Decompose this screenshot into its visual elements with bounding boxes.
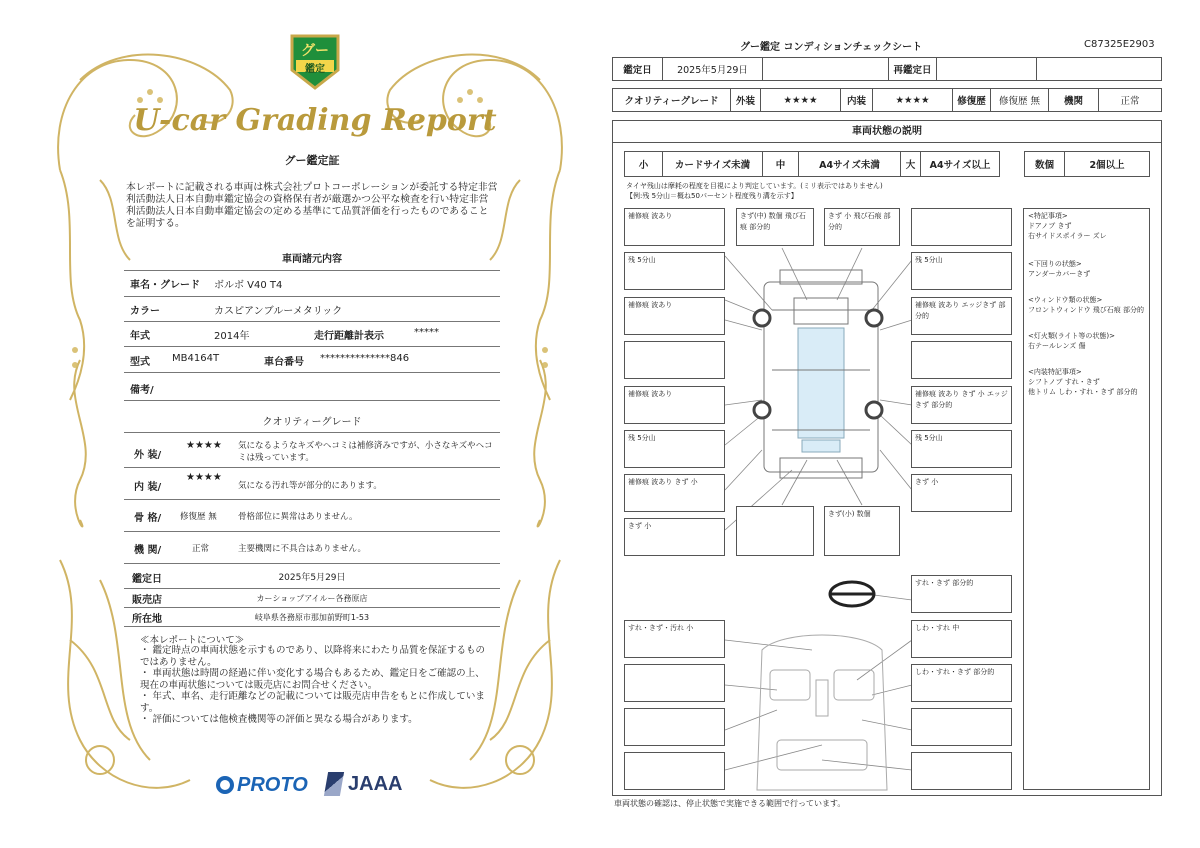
interior-text: 気になる汚れ等が部分的にあります。	[238, 481, 382, 491]
remarks-line: <内装特記事項>	[1028, 368, 1082, 376]
steering-note: すれ・きず 部分的	[911, 575, 1012, 613]
size-mid: 中	[763, 152, 799, 176]
name-label: 車名・グレード	[130, 280, 200, 291]
repair-value: 修復歴 無	[991, 89, 1049, 111]
remarks-label: 備考/	[130, 385, 154, 396]
damage-box-right: 残 5分山	[911, 252, 1012, 290]
shop-label: 販売店	[132, 595, 162, 606]
interior-box-right	[911, 708, 1012, 746]
ext-stars: ★★★★	[761, 89, 841, 111]
redate-value	[937, 58, 1037, 80]
damage-box-right: きず 小	[911, 474, 1012, 512]
note-item: ・ 年式、車名、走行距離などの記載については販売店申告をもとに作成しています。	[140, 691, 485, 714]
remarks-line	[1028, 351, 1145, 361]
badge-bottom-text: 鑑定	[305, 64, 325, 75]
chassis-value: **************846	[320, 353, 410, 364]
remarks-line: シフトノブ すれ・きず	[1028, 378, 1100, 386]
remarks-line	[1028, 315, 1145, 325]
notes-list	[140, 645, 490, 726]
shop-value: カーショップアイルー各務原店	[256, 594, 368, 603]
exterior-label: 外 装/	[134, 450, 162, 461]
size-large: 大	[901, 152, 921, 176]
tire-note-1: タイヤ残山は摩耗の程度を目視により判定しています。(ミリ表示ではありません)	[626, 182, 883, 190]
damage-box-top: きず 小 飛び石痕 部分的	[824, 208, 900, 246]
size-small-desc: カードサイズ未満	[663, 152, 763, 176]
count-legend	[1024, 151, 1150, 177]
damage-box-left: きず 小	[624, 518, 725, 556]
date-row	[612, 57, 1162, 81]
remarks-panel	[1023, 208, 1150, 790]
frame-value: 修復歴 無	[180, 512, 217, 522]
interior-box-left: すれ・きず・汚れ 小	[624, 620, 725, 658]
color-value: カスピアンブルーメタリック	[214, 306, 343, 317]
jaaa-logo-text: JAAA	[348, 772, 403, 795]
engine-label: 機関	[1049, 89, 1099, 111]
remarks-line	[1028, 241, 1145, 251]
remarks-line: 右テールレンズ 傷	[1028, 342, 1086, 350]
note-item: ・ 車両状態は時間の経過に伴い変化する場合もあるため、鑑定日をご確認の上、現在の車両状態については販売店にお問合せください。	[140, 668, 485, 691]
remarks-line: 右サイドスポイラー ズレ	[1028, 232, 1107, 240]
redate-label: 再鑑定日	[889, 58, 937, 80]
appraisal-date-value: 2025年5月29日	[278, 573, 346, 583]
year-value: 2014年	[214, 331, 250, 342]
remarks-line: <ウィンドウ類の状態>	[1028, 296, 1103, 304]
proto-logo	[216, 772, 308, 798]
interior-stars: ★★★★	[186, 472, 222, 483]
engine-value: 正常	[1120, 96, 1140, 107]
proto-logo-text: PROTO	[237, 773, 308, 796]
int-label: 内装	[841, 89, 873, 111]
damage-box-left	[624, 341, 725, 379]
damage-box-left: 残 5分山	[624, 430, 725, 468]
jaaa-logo-icon	[324, 772, 344, 796]
interior-label: 内 装/	[134, 482, 162, 493]
year-label: 年式	[130, 331, 150, 342]
date-label: 鑑定日	[613, 58, 663, 80]
section-title: 車両状態の説明	[613, 121, 1161, 143]
remarks-line: 他トリム しわ・すれ・きず 部分的	[1028, 388, 1138, 396]
damage-box-bottom: きず(小) 数個	[824, 506, 900, 556]
interior-box-right: しわ・すれ 中	[911, 620, 1012, 658]
exterior-stars: ★★★★	[186, 440, 222, 451]
color-label: カラー	[130, 306, 160, 317]
remarks-line	[1028, 279, 1145, 289]
frame-label: 骨 格/	[134, 513, 162, 524]
repair-label: 修復歴	[953, 89, 991, 111]
address-label: 所在地	[132, 614, 162, 625]
damage-box-right: 残 5分山	[911, 430, 1012, 468]
certificate-intro: 本レポートに記載される車両は株式会社プロトコーポレーションが委託する特定非営利活動法人日本自動車鑑定協会の資格保有者が厳選かつ公平な検査を行い特定非営利活動法人日本自動車鑑定協会の定める基準にて品質評価を行ったものであることを証明する。	[126, 182, 498, 229]
exterior-text: 気になるようなキズやヘコミは補修済みですが、小さなキズやヘコミは残っています。	[238, 441, 493, 463]
remarks-line: <特記事項>	[1028, 212, 1068, 220]
size-small: 小	[625, 152, 663, 176]
note-item: ・ 鑑定時点の車両状態を示すものであり、以降将来にわたり品質を保証するものではありません。	[140, 645, 486, 668]
certificate-title: グー鑑定証	[284, 154, 340, 167]
damage-box-right	[911, 208, 1012, 246]
count-desc: 2個以上	[1089, 160, 1125, 171]
engine-value: 正常	[192, 544, 210, 554]
model-label: 型式	[130, 357, 150, 368]
damage-box-left: 補修痕 波あり	[624, 386, 725, 424]
remarks-line: アンダーカバーきず	[1028, 270, 1091, 278]
sheet-code: C87325E2903	[1084, 39, 1155, 50]
damage-box-left: 補修痕 波あり	[624, 208, 725, 246]
address-value: 岐阜県各務原市那加前野町1-53	[254, 613, 370, 622]
interior-box-right	[911, 752, 1012, 790]
interior-box-right: しわ・すれ・きず 部分的	[911, 664, 1012, 702]
damage-box-left: 補修痕 波あり きず 小	[624, 474, 725, 512]
interior-box-left	[624, 708, 725, 746]
model-value: MB4164T	[172, 353, 220, 364]
damage-box-left: 残 5分山	[624, 252, 725, 290]
interior-box-left	[624, 664, 725, 702]
size-large-desc: A4サイズ以上	[929, 160, 991, 171]
interior-box-left	[624, 752, 725, 790]
damage-box-left: 補修痕 波あり	[624, 297, 725, 335]
damage-box-top: きず(中) 数個 飛び石痕 部分的	[736, 208, 814, 246]
note-item: ・ 評価については他検査機関等の評価と異なる場合があります。	[140, 714, 418, 725]
count-label: 数個	[1025, 152, 1065, 176]
damage-box-bottom	[736, 506, 814, 556]
chassis-label: 車台番号	[264, 357, 304, 368]
damage-box-right: 補修痕 波あり きず 小 エッジきず 部分的	[911, 386, 1012, 424]
quality-row	[612, 88, 1162, 112]
badge-top-text: グー	[301, 43, 329, 59]
sheet-title: グー鑑定 コンディションチェックシート	[740, 42, 923, 53]
remarks-line: ドアノブ きず	[1028, 222, 1072, 230]
goo-kantei-badge	[288, 32, 342, 90]
engine-text: 主要機関に不具合はありません。	[238, 544, 367, 554]
report-title: U-car Grading Report	[133, 103, 497, 138]
quality-label: クオリティーグレード	[613, 89, 731, 111]
tire-note-2: 【例:残 5分山＝概ね50パーセント程度残り溝を示す】	[626, 192, 798, 200]
notes-title: ≪本レポートについて≫	[140, 635, 245, 646]
damage-box-right	[911, 341, 1012, 379]
ext-label: 外装	[731, 89, 761, 111]
appraisal-date-label: 鑑定日	[132, 574, 162, 585]
int-stars: ★★★★	[873, 89, 953, 111]
remarks-line: <灯火類(ライト等の状態)>	[1028, 332, 1115, 340]
name-value: ボルボ V40 T4	[214, 280, 283, 291]
jaaa-logo	[326, 770, 402, 798]
mileage-label: 走行距離計表示	[314, 331, 384, 342]
size-mid-desc: A4サイズ未満	[799, 152, 901, 176]
remarks-line: <下回りの状態>	[1028, 260, 1082, 268]
mileage-value: *****	[414, 327, 439, 338]
damage-box-right: 補修痕 波あり エッジきず 部分的	[911, 297, 1012, 335]
engine-label: 機 関/	[134, 545, 162, 556]
frame-text: 骨格部位に異常はありません。	[238, 512, 358, 522]
quality-title: クオリティーグレード	[262, 417, 362, 428]
sheet-footer: 車両状態の確認は、停止状態で実施できる範囲で行っています。	[614, 799, 846, 808]
size-legend	[624, 151, 1000, 177]
remarks-line: フロントウィンドウ 飛び石痕 部分的	[1028, 306, 1145, 314]
specs-title: 車両諸元内容	[282, 254, 342, 265]
date-empty	[763, 58, 889, 80]
proto-logo-icon	[216, 776, 234, 794]
date-value: 2025年5月29日	[663, 58, 763, 80]
